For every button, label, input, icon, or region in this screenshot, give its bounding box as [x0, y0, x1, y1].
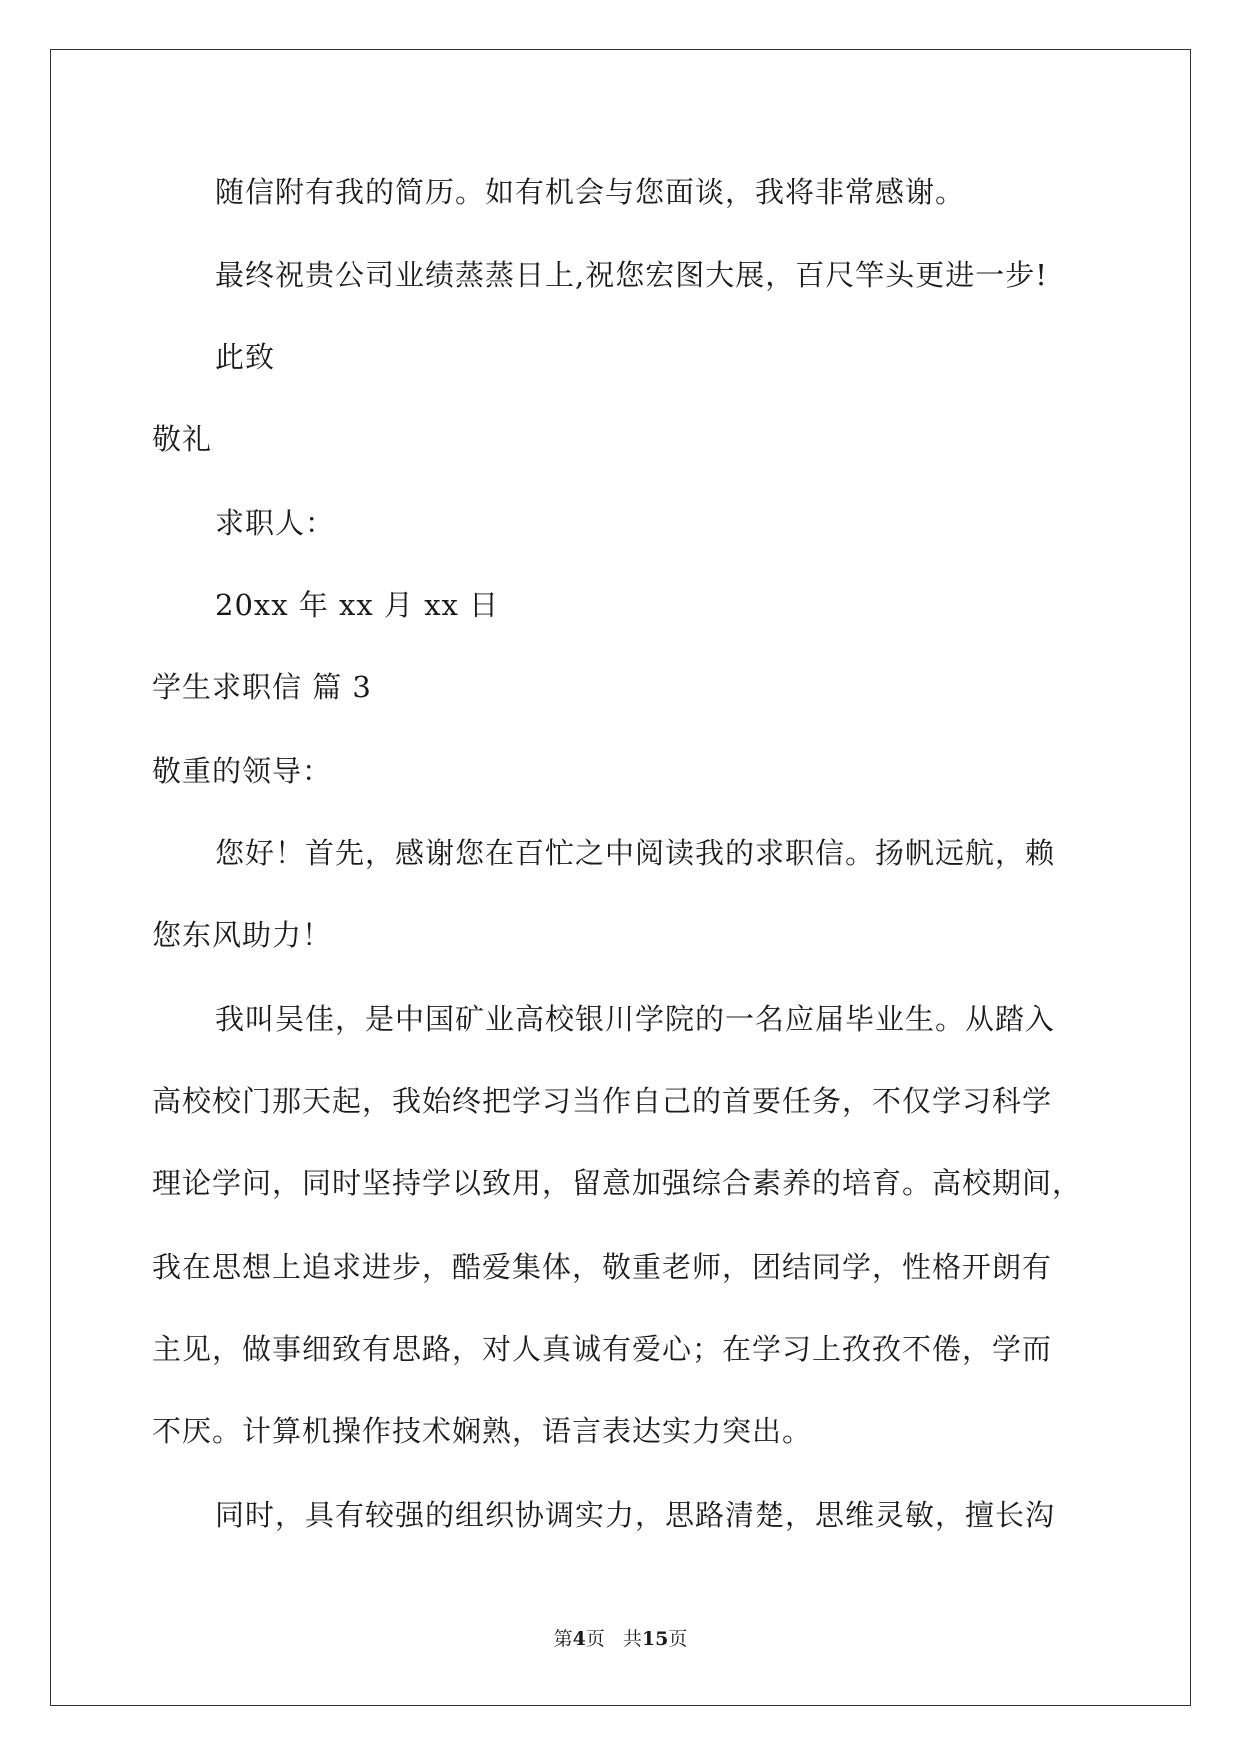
paragraph-line: 理论学问，同时坚持学以致用，留意加强综合素养的培育。高校期间，	[152, 1166, 1083, 1200]
paragraph-line: 我在思想上追求进步，酷爱集体，敬重老师，团结同学，性格开朗有	[152, 1250, 1053, 1284]
paragraph-line: 最终祝贵公司业绩蒸蒸日上,祝您宏图大展，百尺竿头更进一步!	[215, 258, 1048, 292]
salutation-closing: 敬礼	[152, 422, 213, 456]
paragraph-line: 主见，做事细致有思路，对人真诚有爱心；在学习上孜孜不倦，学而	[152, 1332, 1053, 1366]
page-prefix: 第	[553, 1628, 573, 1650]
section-heading: 学生求职信 篇 3	[152, 670, 372, 704]
paragraph-line: 不厌。计算机操作技术娴熟，语言表达实力突出。	[152, 1414, 813, 1448]
paragraph-line: 您东风助力！	[152, 918, 333, 952]
signature-label: 求职人：	[215, 506, 336, 540]
paragraph-line: 高校校门那天起，我始终把学习当作自己的首要任务，不仅学习科学	[152, 1084, 1053, 1118]
paragraph-line: 随信附有我的简历。如有机会与您面谈，我将非常感谢。	[215, 175, 966, 209]
page-current: 4	[572, 1628, 586, 1650]
paragraph-line: 同时，具有较强的组织协调实力，思路清楚，思维灵敏，擅长沟	[215, 1498, 1056, 1532]
total-suffix: 页	[668, 1628, 688, 1650]
page-number-footer	[0, 1627, 1241, 1651]
paragraph-line: 我叫吴佳，是中国矿业高校银川学院的一名应届毕业生。从踏入	[215, 1002, 1056, 1036]
total-prefix: 共	[622, 1628, 642, 1650]
paragraph-line: 您好！首先，感谢您在百忙之中阅读我的求职信。扬帆远航，赖	[215, 836, 1056, 870]
closing-phrase: 此致	[215, 340, 276, 374]
page-border	[50, 49, 1191, 1706]
date-line: 20xx 年 xx 月 xx 日	[215, 588, 500, 622]
page-suffix: 页	[585, 1628, 605, 1650]
page-total: 15	[641, 1628, 669, 1650]
greeting: 敬重的领导：	[152, 754, 333, 788]
